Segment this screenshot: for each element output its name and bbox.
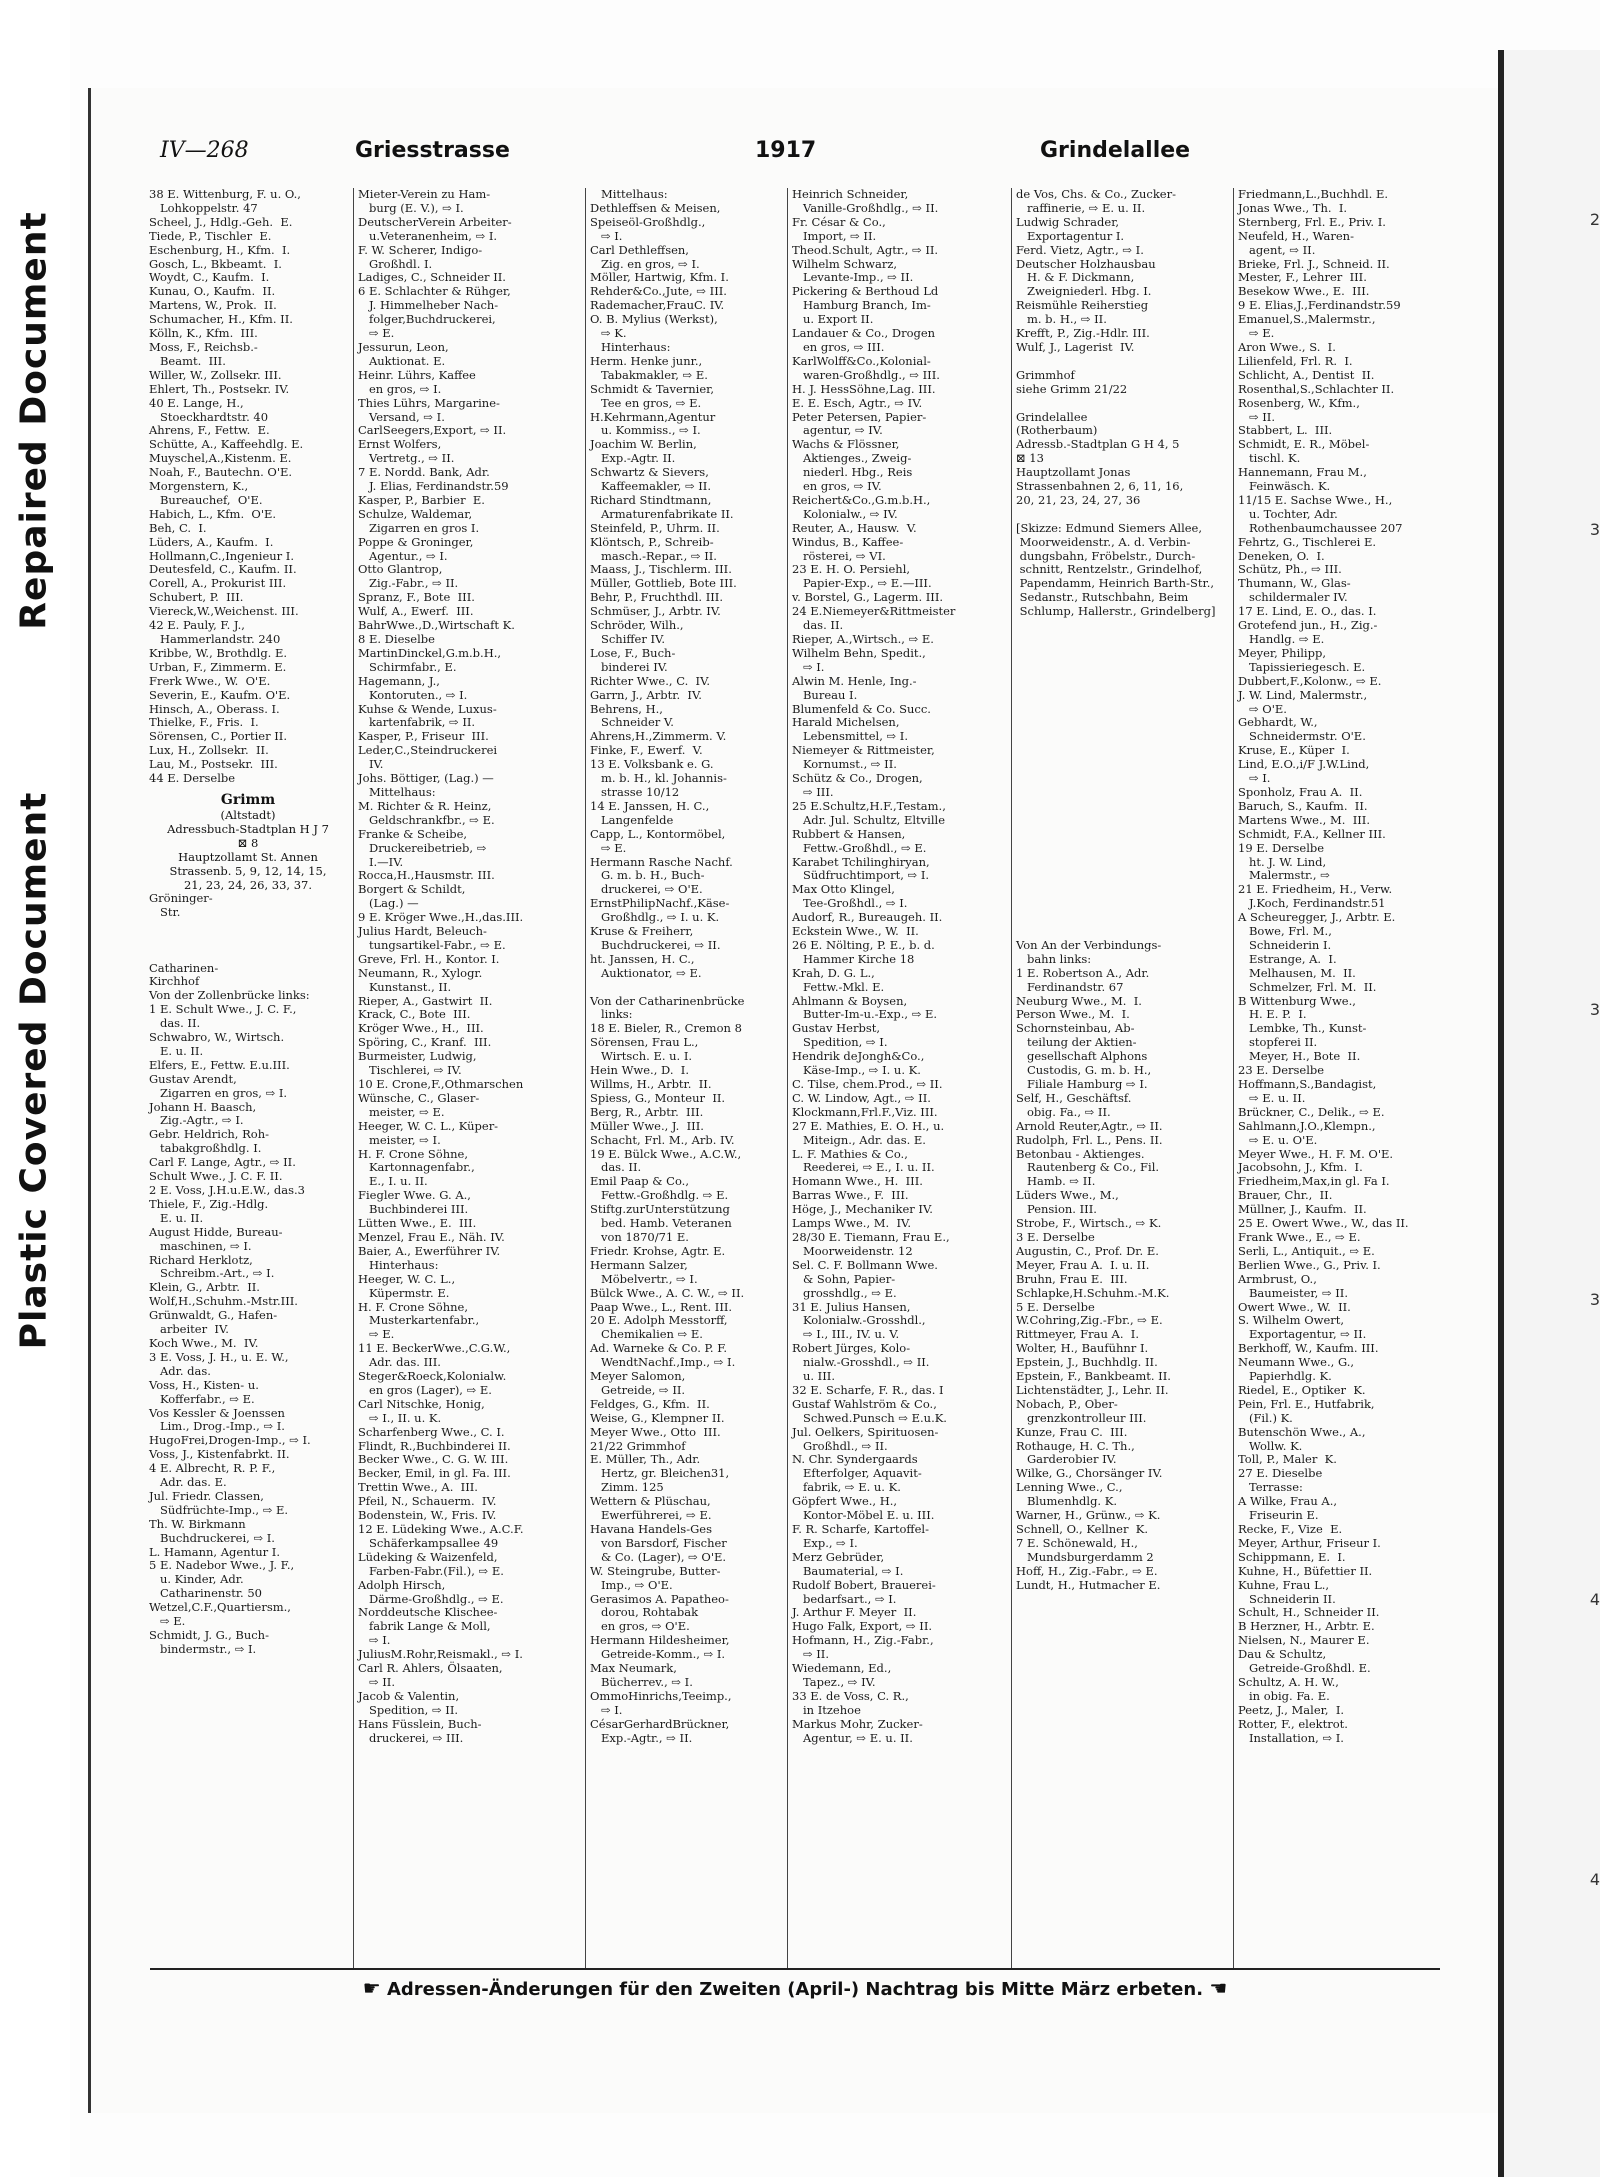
running-header [150,138,1440,168]
footer-text: Adressen-Änderungen für den Zweiten (April-) Nachtrag bis Mitte März erbeten. [386,1979,1204,2000]
edge-number: 4 [1589,1870,1600,1889]
column-1 [145,188,351,1968]
edge-number: 3 [1589,1000,1600,1019]
column-2 [353,188,584,1968]
column-5 [1011,188,1232,1968]
edge-number: 2 [1589,210,1600,229]
grimm-meta: (Altstadt) Adressbuch-Stadtplan H J 7 ⊠ 8 Hauptzollamt St. Annen Strassenb. 5, 9, 12, 14, 15, 21, 23, 24, 26, 33, 37. [167,807,329,892]
column-1-entries: 38 E. Wittenburg, F. u. O., Lohkoppelstr. 47 Scheel, J., Hdlg.-Geh. E. Tiede, P., Tischler E. Eschenburg, H., Kfm. I. Gosch, L., Bkbeamt. I. Woydt, C., Kaufm. I. Kunau, O., Kaufm. II. Martens, W., Prok. II. Schumacher, H., Kfm. II. Kölln, K., Kfm. III. Moss, F., Reichsb.- Beamt. III. Willer, W., Zollsekr. III. Ehlert, Th., Postsekr. IV. 40 E. Lange, H., Stoeckhardtstr. 40 Ahrens, F., Fettw. E. Schütte, A., Kaffeehdlg. E. Muyschel,A.,Kistenm. E. Noah, F., Bautechn. O'E. Morgenstern, K., Bureauchef, O'E. Habich, L., Kfm. O'E. Beh, C. I. Lüders, A., Kaufm. I. Hollmann,C.,Ingenieur I. Deutesfeld, C., Kaufm. II. Corell, A., Prokurist III. Schubert, P. III. Viereck,W.,Weichenst. III. 42 E. Pauly, F. J., Hammerlandstr. 240 Kribbe, W., Brothdlg. E. Urban, F., Zimmerm. E. Frerk Wwe., W. O'E. Severin, E., Kaufm. O'E. Hinsch, A., Oberass. I. Thielke, F., Fris. I. Sörensen, C., Portier II. Lux, H., Zollsekr. II. Lau, M., Postsekr. III. 44 E. Derselbe [149,188,304,786]
page-number: IV—268 [160,138,249,163]
edge-number: 4 [1589,1590,1600,1609]
grimm-title: Grimm [220,791,276,808]
side-labels [0,0,70,2177]
pointing-hand-left-icon: ☛ [362,1976,381,2000]
header-left-street: Griesstrasse [355,138,510,163]
column-5-entries: de Vos, Chs. & Co., Zucker- raffinerie, ⇨ E. u. II. Ludwig Schrader, Exportagentur I. Ferd. Vietz, Agtr., ⇨ I. Deutscher Holzhausbau H. & F. Dickmann, Zweigniederl. Hbg. I. Reismühle Reiherstieg m. b. H., ⇨ II. Krefft, P., Zig.-Hdlr. III. Wulf, J., Lagerist IV. Grimmhof siehe Grimm 21/22 Grindelallee (Rotherbaum) Adressb.-Stadtplan G H 4, 5 ⊠ 13 Hauptzollamt Jonas Strassenbahnen 2, 6, 11, 16, 20, 21, 23, 24, 27, 36 [Skizze: Edmund Siemers Allee, Moorweidenstr., A. d. Verbin- dungsbahn, Fröbelstr., Durch- schnitt, Rentzelstr., Grindelhof, Papendamm, Heinrich Barth-Str., Sedanstr., Rutschbahn, Beim Schlump, Hallerstr., Grindelberg] Von An der Verbindungs- bahn links: 1 E. Robertson A., Adr. Ferdinandstr. 67 Neuburg Wwe., M. I. Person Wwe., M. I. Schornsteinbau, Ab- teilung der Aktien- gesellschaft Alphons Custodis, G. m. b. H., Filiale Hamburg ⇨ I. Self, H., Geschäftsf. obig. Fa., ⇨ II. Arnold Reuter,Agtr., ⇨ II. Rudolph, Frl. L., Pens. II. Betonbau - Aktienges. Rautenberg & Co., Fil. Hamb. ⇨ II. Lüders Wwe., M., Pension. III. Strobe, F., Wirtsch., ⇨ K. 3 E. Derselbe Augustin, C., Prof. Dr. E. Meyer, Frau A. I. u. II. Bruhn, Frau E. III. Schlapke,H.Schuhm.-M.K. 5 E. Derselbe W.Cohring,Zig.-Fbr., ⇨ E. Rittmeyer, Frau A. I. Wolter, H., Baufühnr I. Epstein, J., Buchhdlg. II. Epstein, F., Bankbeamt. II. Lichtenstädter, J., Lehr. II. Nobach, P., Ober- grenzkontrolleur III. Kunze, Frau C. III. Rothauge, H. C. Th., Garderobier IV. Wilke, G., Chorsänger IV. Lenning Wwe., C., Blumenhdlg. K. Warner, H., Grünw., ⇨ K. Schnell, O., Kellner K. 7 E. Schönewald, H., Mundsburgerdamm 2 Hoff, H., Zig.-Fabr., ⇨ E. Lundt, H., Hutmacher E. [1016,188,1216,1592]
column-3 [585,188,786,1968]
plastic-covered-document-text: Plastic Covered Document [13,791,55,1349]
footer-rule [150,1968,1440,1970]
column-3-entries: Mittelhaus: Dethleffsen & Meisen, Speiseöl-Großhdlg., ⇨ I. Carl Dethleffsen, Zig. en gros, ⇨ I. Möller, Hartwig, Kfm. I. Rehder&Co.,Jute, ⇨ III. Rademacher,FrauC. IV. O. B. Mylius (Werkst), ⇨ K. Hinterhaus: Herm. Henke junr., Tabakmakler, ⇨ E. Schmidt & Tavernier, Tee en gros, ⇨ E. H.Kehrmann,Agentur u. Kommiss., ⇨ I. Joachim W. Berlin, Exp.-Agtr. II. Schwartz & Sievers, Kaffeemakler, ⇨ II. Richard Stindtmann, Armaturenfabrikate II. Steinfeld, P., Uhrm. II. Klöntsch, P., Schreib- masch.-Repar., ⇨ II. Maass, J., Tischlerm. III. Müller, Gottlieb, Bote III. Behr, P., Fruchthdl. III. Schmüser, J., Arbtr. IV. Schröder, Wilh., Schiffer IV. Lose, F., Buch- binderei IV. Richter Wwe., C. IV. Garrn, J., Arbtr. IV. Behrens, H., Schneider V. Ahrens,H.,Zimmerm. V. Finke, F., Ewerf. V. 13 E. Volksbank e. G. m. b. H., kl. Johannis- strasse 10/12 14 E. Janssen, H. C., Langenfelde Capp, L., Kontormöbel, ⇨ E. Hermann Rasche Nachf. G. m. b. H., Buch- druckerei, ⇨ O'E. ErnstPhilipNachf.,Käse- Großhdlg., ⇨ I. u. K. Kruse & Freiherr, Buchdruckerei, ⇨ II. ht. Janssen, H. C., Auktionator, ⇨ E. Von der Catharinenbrücke links: 18 E. Bieler, R., Cremon 8 Sörensen, Frau L., Wirtsch. E. u. I. Hein Wwe., D. I. Willms, H., Arbtr. II. Spiess, G., Monteur II. Berg, R., Arbtr. III. Müller Wwe., J. III. Schacht, Frl. M., Arb. IV. 19 E. Bülck Wwe., A.C.W., das. II. Emil Paap & Co., Fettw.-Großhdlg. ⇨ E. Stiftg.zurUnterstützung bed. Hamb. Veteranen von 1870/71 E. Friedr. Krohse, Agtr. E. Hermann Salzer, Möbelvertr., ⇨ I. Bülck Wwe., A. C. W., ⇨ II. Paap Wwe., L., Rent. III. 20 E. Adolph Messtorff, Chemikalien ⇨ E. Ad. Warneke & Co. P. F. WendtNachf.,Imp., ⇨ I. Meyer Salomon, Getreide, ⇨ II. Feldges, G., Kfm. II. Weise, G., Klempner II. Meyer Wwe., Otto III. 21/22 Grimmhof E. Müller, Th., Adr. Hertz, gr. Bleichen31, Zimm. 125 Wettern & Plüschau, Ewerführerei, ⇨ E. Havana Handels-Ges von Barsdorf, Fischer & Co. (Lager), ⇨ O'E. W. Steingrube, Butter- Imp., ⇨ O'E. Gerasimos A. Papatheo- dorou, Rohtabak en gros, ⇨ O'E. Hermann Hildesheimer, Getreide-Komm., ⇨ I. Max Neumark, Bücherrev., ⇨ I. OmmoHinrichs,Teeimp., ⇨ I. CésarGerhardBrückner, Exp.-Agtr., ⇨ II. [590,188,745,1745]
column-6-entries: Friedmann,L.,Buchhdl. E. Jonas Wwe., Th. I. Sternberg, Frl. E., Priv. I. Neufeld, H., Waren- agent, ⇨ II. Brieke, Frl. J., Schneid. II. Mester, F., Lehrer III. Besekow Wwe., E. III. 9 E. Elias,J.,Ferdinandstr.59 Emanuel,S.,Malermstr., ⇨ E. Aron Wwe., S. I. Lilienfeld, Frl. R. I. Schlicht, A., Dentist II. Rosenthal,S.,Schlachter II. Rosenberg, W., Kfm., ⇨ II. Stabbert, L. III. Schmidt, E. R., Möbel- tischl. K. Hannemann, Frau M., Feinwäsch. K. 11/15 E. Sachse Wwe., H., u. Tochter, Adr. Rothenbaumchaussee 207 Fehrtz, G., Tischlerei E. Deneken, O. I. Schütz, Ph., ⇨ III. Thumann, W., Glas- schildermaler IV. 17 E. Lind, E. O., das. I. Grotefend jun., H., Zig.- Handlg. ⇨ E. Meyer, Philipp, Tapissieriegesch. E. Dubbert,F.,Kolonw., ⇨ E. J. W. Lind, Malermstr., ⇨ O'E. Gebhardt, W., Schneidermstr. O'E. Kruse, E., Küper I. Lind, E.O.,i/F J.W.Lind, ⇨ I. Sponholz, Frau A. II. Baruch, S., Kaufm. II. Martens Wwe., M. III. Schmidt, F.A., Kellner III. 19 E. Derselbe ht. J. W. Lind, Malermstr., ⇨ 21 E. Friedheim, H., Verw. J.Koch, Ferdinandstr.51 A Scheuregger, J., Arbtr. E. Bowe, Frl. M., Schneiderin I. Estrange, A. I. Melhausen, M. II. Schmelzer, Frl. M. II. B Wittenburg Wwe., H. E. P. I. Lembke, Th., Kunst- stopferei II. Meyer, H., Bote II. 23 E. Derselbe Hoffmann,S.,Bandagist, ⇨ E. u. II. Brückner, C., Delik., ⇨ E. Sahlmann,J.O.,Klempn., ⇨ E. u. O'E. Meyer Wwe., H. F. M. O'E. Jacobsohn, J., Kfm. I. Friedheim,Max,in gl. Fa I. Brauer, Chr., II. Müllner, J., Kaufm. II. 25 E. Owert Wwe., W., das II. Frank Wwe., E., ⇨ E. Serli, L., Antiquit., ⇨ E. Berlien Wwe., G., Priv. I. Armbrust, O., Baumeister, ⇨ II. Owert Wwe., W. II. S. Wilhelm Owert, Exportagentur, ⇨ II. Berkhoff, W., Kaufm. III. Neumann Wwe., G., Papierhdlg. K. Riedel, E., Optiker K. Pein, Frl. E., Hutfabrik, (Fil.) K. Butenschön Wwe., A., Wollw. K. Toll, P., Maler K. 27 E. Dieselbe Terrasse: A Wilke, Frau A., Friseurin E. Recke, F., Vize E. Meyer, Arthur, Friseur I. Schippmann, E. I. Kuhne, H., Büfettier II. Kuhne, Frau L., Schneiderin II. Schult, H., Schneider II. B Herzner, H., Arbtr. E. Nielsen, N., Maurer E. Dau & Schultz, Getreide-Großhdl. E. Schultz, A. H. W., in obig. Fa. E. Peetz, J., Maler, I. Rotter, F., elektrot. Installation, ⇨ I. [1238,188,1409,1745]
header-right-street: Grindelallee [1040,138,1191,163]
plastic-covered-document-label [10,790,58,1350]
grimm-street-header [145,792,351,892]
directory-columns [145,188,1475,1970]
column-4-entries: Heinrich Schneider, Vanille-Großhdlg., ⇨ II. Fr. César & Co., Import, ⇨ II. Theod.Schult, Agtr., ⇨ II. Wilhelm Schwarz, Levante-Imp., ⇨ II. Pickering & Berthoud Ld Hamburg Branch, Im- u. Export II. Landauer & Co., Drogen en gros, ⇨ III. KarlWolff&Co.,Kolonial- waren-Großhdlg., ⇨ III. H. J. HessSöhne,Lag. III. E. E. Esch, Agtr., ⇨ IV. Peter Petersen, Papier- agentur, ⇨ IV. Wachs & Flössner, Aktienges., Zweig- niederl. Hbg., Reis en gros, ⇨ IV. Reichert&Co.,G.m.b.H., Kolonialw., ⇨ IV. Reuter, A., Hausw. V. Windus, B., Kaffee- rösterei, ⇨ VI. 23 E. H. O. Persiehl, Papier-Exp., ⇨ E.—III. v. Borstel, G., Lagerm. III. 24 E.Niemeyer&Rittmeister das. II. Rieper, A.,Wirtsch., ⇨ E. Wilhelm Behn, Spedit., ⇨ I. Alwin M. Henle, Ing.- Bureau I. Blumenfeld & Co. Succ. Harald Michelsen, Lebensmittel, ⇨ I. Niemeyer & Rittmeister, Kornumst., ⇨ II. Schütz & Co., Drogen, ⇨ III. 25 E.Schultz,H.F.,Testam., Adr. Jul. Schultz, Eltville Rubbert & Hansen, Fettw.-Großhdl., ⇨ E. Karabet Tchilinghiryan, Südfruchtimport, ⇨ I. Max Otto Klingel, Tee-Großhdl., ⇨ I. Audorf, R., Bureaugeh. II. Eckstein Wwe., W. II. 26 E. Nölting, P. E., b. d. Hammer Kirche 18 Krah, D. G. L., Fettw.-Mkl. E. Ahlmann & Boysen, Butter-Im-u.-Exp., ⇨ E. Gustav Herbst, Spedition, ⇨ I. Hendrik deJongh&Co., Käse-Imp., ⇨ I. u. K. C. Tilse, chem.Prod., ⇨ II. C. W. Lindow, Agt., ⇨ II. Klockmann,Frl.F.,Viz. III. 27 E. Mathies, E. O. H., u. Miteign., Adr. das. E. L. F. Mathies & Co., Reederei, ⇨ E., I. u. II. Homann Wwe., H. III. Barras Wwe., F. III. Höge, J., Mechaniker IV. Lamps Wwe., M. IV. 28/30 E. Tiemann, Frau E., Moorweidenstr. 12 Sel. C. F. Bollmann Wwe. & Sohn, Papier- grosshdlg., ⇨ E. 31 E. Julius Hansen, Kolonialw.-Grosshdl., ⇨ I., III., IV. u. V. Robert Jürges, Kolo- nialw.-Grosshdl., ⇨ II. u. III. 32 E. Scharfe, F. R., das. I Gustaf Wahlström & Co., Schwed.Punsch ⇨ E.u.K. Jul. Oelkers, Spirituosen- Großhdl., ⇨ II. N. Chr. Syndergaards Efterfolger, Aquavit- fabrik, ⇨ E. u. K. Göpfert Wwe., H., Kontor-Möbel E. u. III. F. R. Scharfe, Kartoffel- Exp., ⇨ I. Merz Gebrüder, Baumaterial, ⇨ I. Rudolf Bobert, Brauerei- bedarfsart., ⇨ I. J. Arthur F. Meyer II. Hugo Falk, Export, ⇨ II. Hofmann, H., Zig.-Fabr., ⇨ II. Wiedemann, Ed., Tapez., ⇨ IV. 33 E. de Voss, C. R., in Itzehoe Markus Mohr, Zucker- Agentur, ⇨ E. u. II. [792,188,956,1745]
repaired-document-text: Repaired Document [13,210,55,630]
column-1-grimm-entries: Gröninger- Str. Catharinen- Kirchhof Von der Zollenbrücke links: 1 E. Schult Wwe., J. C. F., das. II. Schwabro, W., Wirtsch. E. u. II. Elfers, E., Fettw. E.u.III. Gustav Arendt, Zigarren en gros, ⇨ I. Johann H. Baasch, Zig.-Agtr., ⇨ I. Gebr. Heldrich, Roh- tabakgroßhdlg. I. Carl F. Lange, Agtr., ⇨ II. Schult Wwe., J. C. F. II. 2 E. Voss, J.H.u.E.W., das.3 Thiele, F., Zig.-Hdlg. E. u. II. August Hidde, Bureau- maschinen, ⇨ I. Richard Herklotz, Schreibm.-Art., ⇨ I. Klein, G., Arbtr. II. Wolf,H.,Schuhm.-Mstr.III. Grünwaldt, G., Hafen- arbeiter IV. Koch Wwe., M. IV. 3 E. Voss, J. H., u. E. W., Adr. das. Voss, H., Kisten- u. Kofferfabr., ⇨ E. Vos Kessler & Joenssen Lim., Drog.-Imp., ⇨ I. HugoFrei,Drogen-Imp., ⇨ I. Voss, J., Kistenfabrkt. II. 4 E. Albrecht, R. P. F., Adr. das. E. Jul. Friedr. Classen, Südfrüchte-Imp., ⇨ E. Th. W. Birkmann Buchdruckerei, ⇨ I. L. Hamann, Agentur I. 5 E. Nadebor Wwe., J. F., u. Kinder, Adr. Catharinenstr. 50 Wetzel,C.F.,Quartiersm., ⇨ E. Schmidt, J. G., Buch- bindermstr., ⇨ I. [149,890,311,1656]
column-4 [787,188,1010,1968]
column-6 [1233,188,1444,1968]
edge-number: 3 [1589,1290,1600,1309]
header-year: 1917 [755,138,817,163]
footer-notice [150,1976,1440,2000]
pointing-hand-right-icon: ☚ [1209,1976,1228,2000]
column-2-entries: Mieter-Verein zu Ham- burg (E. V.), ⇨ I. DeutscherVerein Arbeiter- u.Veteranenheim, ⇨ I. F. W. Scherer, Indigo- Großhdl. I. Ladiges, C., Schneider II. 6 E. Schlachter & Rühger, J. Himmelheber Nach- folger,Buchdruckerei, ⇨ E. Jessurun, Leon, Auktionat. E. Heinr. Lührs, Kaffee en gros, ⇨ I. Thies Lührs, Margarine- Versand, ⇨ I. CarlSeegers,Export, ⇨ II. Ernst Wolfers, Vertretg., ⇨ II. 7 E. Nordd. Bank, Adr. J. Elias, Ferdinandstr.59 Kasper, P., Barbier E. Schulze, Waldemar, Zigarren en gros I. Poppe & Groninger, Agentur., ⇨ I. Otto Glantrop, Zig.-Fabr., ⇨ II. Spranz, F., Bote III. Wulf, A., Ewerf. III. BahrWwe.,D.,Wirtschaft K. 8 E. Dieselbe MartinDinckel,G.m.b.H., Schirmfabr., E. Hagemann, J., Kontoruten., ⇨ I. Kuhse & Wende, Luxus- kartenfabrik, ⇨ II. Kasper, P., Friseur III. Leder,C.,Steindruckerei IV. Johs. Böttiger, (Lag.) — Mittelhaus: M. Richter & R. Heinz, Geldschrankfbr., ⇨ E. Franke & Scheibe, Druckereibetrieb, ⇨ I.—IV. Rocca,H.,Hausmstr. III. Borgert & Schildt, (Lag.) — 9 E. Kröger Wwe.,H.,das.III. Julius Hardt, Beleuch- tungsartikel-Fabr., ⇨ E. Greve, Frl. H., Kontor. I. Neumann, R., Xylogr. Kunstanst., II. Rieper, A., Gastwirt II. Krack, C., Bote III. Kröger Wwe., H., III. Spöring, C., Kranf. III. Burmeister, Ludwig, Tischlerei, ⇨ IV. 10 E. Crone,F.,Othmarschen Wünsche, C., Glaser- meister, ⇨ E. Heeger, W. C. L., Küper- meister, ⇨ I. H. F. Crone Söhne, Kartonnagenfabr., E., I. u. II. Fiegler Wwe. G. A., Buchbinderei III. Lütten Wwe., E. III. Menzel, Frau E., Näh. IV. Baier, A., Ewerführer IV. Hinterhaus: Heeger, W. C. L., Küpermstr. E. H. F. Crone Söhne, Musterkartenfabr., ⇨ E. 11 E. BeckerWwe.,C.G.W., Adr. das. III. Steger&Roeck,Kolonialw. en gros (Lager), ⇨ E. Carl Nitschke, Honig, ⇨ I., II. u. K. Scharfenberg Wwe., C. I. Flindt, R.,Buchbinderei II. Becker Wwe., C. G. W. III. Becker, Emil, in gl. Fa. III. Trettin Wwe., A. III. Pfeil, N., Schauerm. IV. Bodenstein, W., Fris. IV. 12 E. Lüdeking Wwe., A.C.F. Schäferkampsallee 49 Lüdeking & Waizenfeld, Farben-Fabr.(Fil.), ⇨ E. Adolph Hirsch, Därme-Großhdlg., ⇨ E. Norddeutsche Klischee- fabrik Lange & Moll, ⇨ I. JuliusM.Rohr,Reismakl., ⇨ I. Carl R. Ahlers, Ölsaaten, ⇨ II. Jacob & Valentin, Spedition, ⇨ II. Hans Füsslein, Buch- druckerei, ⇨ III. [358,188,524,1745]
adjacent-page-edge [1498,50,1600,2177]
edge-number: 3 [1589,520,1600,539]
repaired-document-label [10,160,58,680]
